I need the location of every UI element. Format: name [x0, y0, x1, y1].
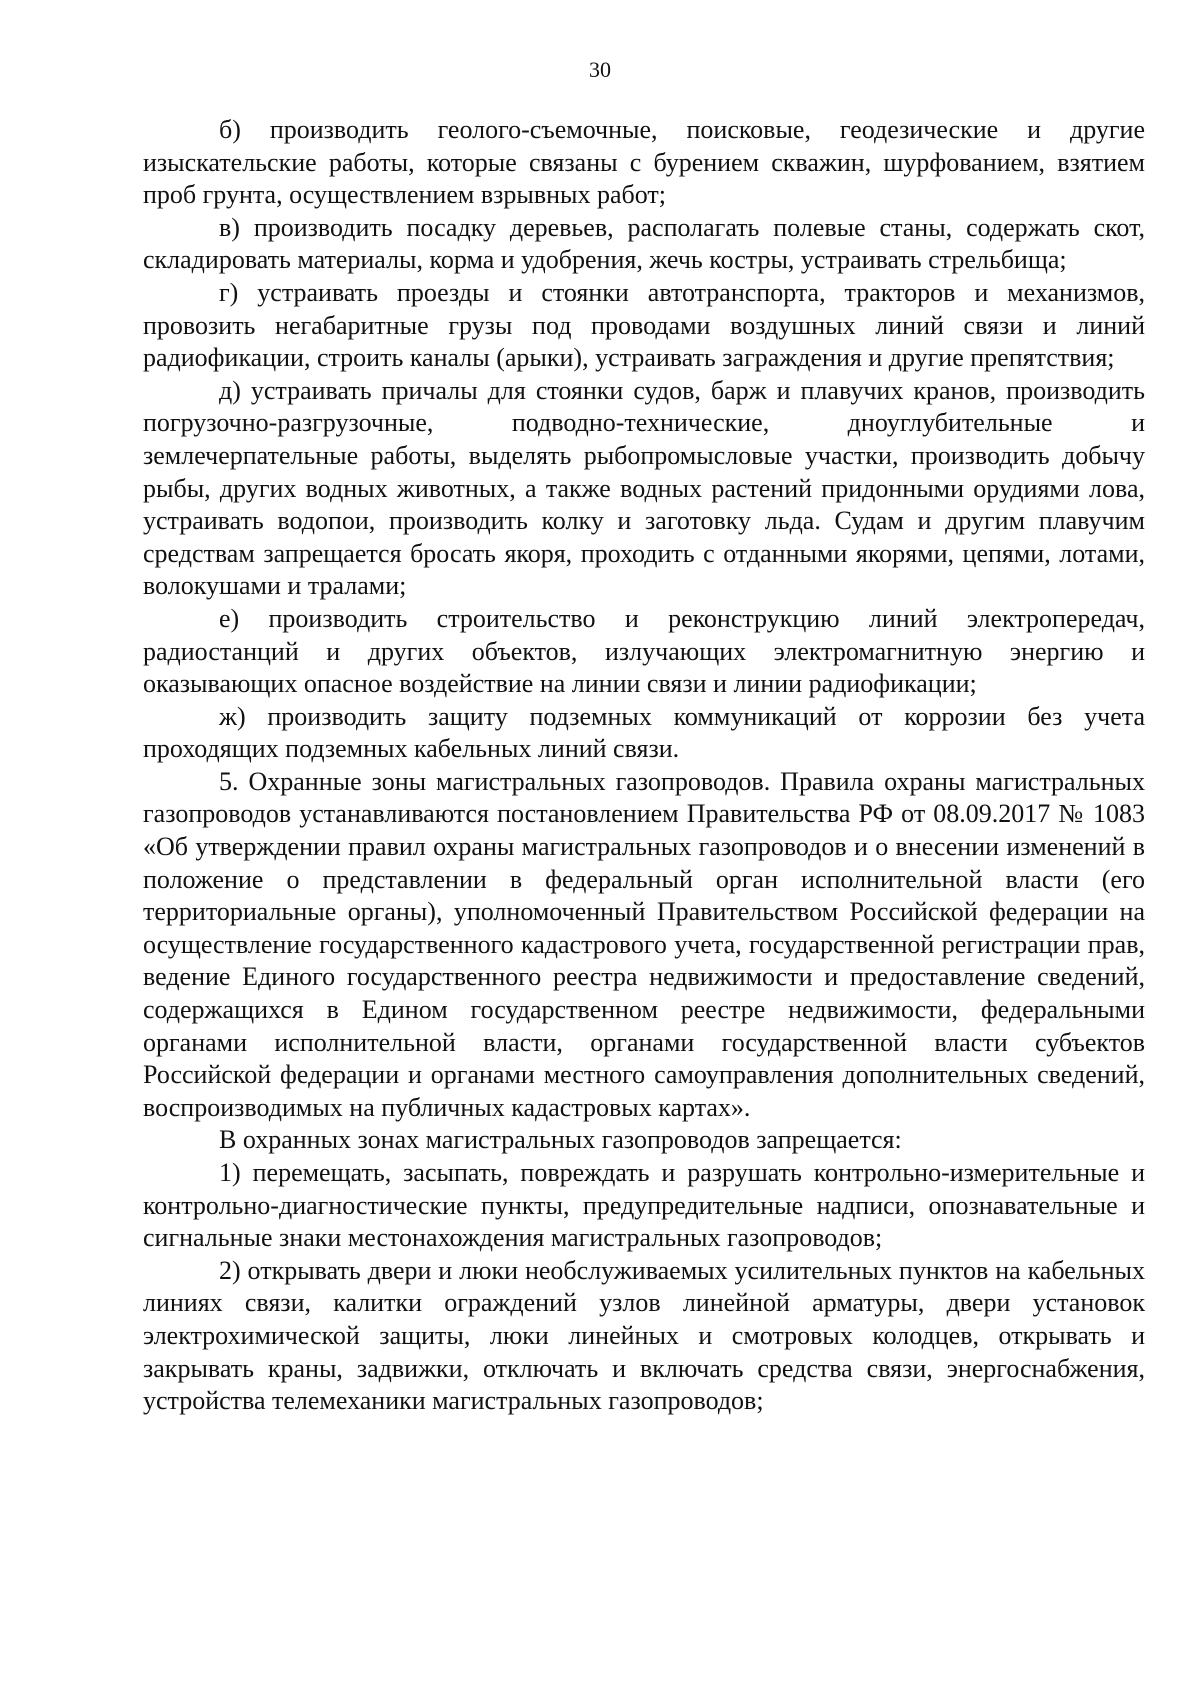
paragraph-item-g: г) устраивать проезды и стоянки автотранспорта, тракторов и механизмов, провозить негабаритные грузы под проводами воздушных линий связи и линий радиофикации, строить каналы (арыки), устраивать заграждения и другие препятствия;	[143, 277, 1145, 373]
paragraph-item-b: б) производить геолого-съемочные, поисковые, геодезические и другие изыскательские работы, которые связаны с бурением скважин, шурфованием, взятием проб грунта, осуществлением взрывных работ;	[143, 115, 1145, 210]
paragraph-item-2: 2) открывать двери и люки необслуживаемых усилительных пунктов на кабельных линиях связи, калитки ограждений узлов линейной арматуры, двери установок электрохимической защиты, люки линейных и смотровых колодцев, открывать и закрывать краны, задвижки, отключать и включать средства связи, энергоснабжения, устройства телемеханики магистральных газопроводов;	[143, 1255, 1145, 1416]
paragraph-item-v: в) производить посадку деревьев, располагать полевые станы, содержать скот, складировать материалы, корма и удобрения, жечь костры, устраивать стрельбища;	[143, 212, 1145, 275]
paragraph-item-d: д) устраивать причалы для стоянки судов, барж и плавучих кранов, производить погрузочно-разгрузочные, подводно-технические, дноуглубительные и землечерпательные работы, выделять рыбопромысловые участки, производить добычу рыбы, других водных животных, а также водных растений придонными орудиями лова, устраивать водопои, производить колку и заготовку льда. Судам и другим плавучим средствам запрещается бросать якоря, проходить с отданными якорями, цепями, лотами, волокушами и тралами;	[143, 375, 1145, 601]
paragraph-section-5: 5. Охранные зоны магистральных газопроводов. Правила охраны магистральных газопроводов устанавливаются постановлением Правительства РФ от 08.09.2017 № 1083 «Об утверждении правил охраны магистральных газопроводов и о внесении изменений в положение о представлении в федеральный орган исполнительной власти (его территориальные органы), уполномоченный Правительством Российской федерации на осуществление государственного кадастрового учета, государственной регистрации прав, ведение Единого государственного реестра недвижимости и предоставление сведений, содержащихся в Едином государственном реестре недвижимости, федеральными органами исполнительной власти, органами государственной власти субъектов Российской федерации и органами местного самоуправления дополнительных сведений, воспроизводимых на публичных кадастровых картах».	[143, 766, 1145, 1122]
page-number: 30	[589, 57, 611, 82]
paragraph-item-1: 1) перемещать, засыпать, повреждать и разрушать контрольно-измерительные и контрольно-диагностические пункты, предупредительные надписи, опознавательные и сигнальные знаки местонахождения магистральных газопроводов;	[143, 1158, 1145, 1253]
paragraph-prohibitions-intro: В охранных зонах магистральных газопроводов запрещается:	[219, 1125, 902, 1155]
paragraph-item-zh: ж) производить защиту подземных коммуникаций от коррозии без учета проходящих подземных кабельных линий связи.	[143, 701, 1145, 764]
document-body	[143, 114, 1145, 1418]
paragraph-item-e: е) производить строительство и реконструкцию линий электропередач, радиостанций и других объектов, излучающих электромагнитную энергию и оказывающих опасное воздействие на линии связи и линии радиофикации;	[143, 603, 1145, 699]
